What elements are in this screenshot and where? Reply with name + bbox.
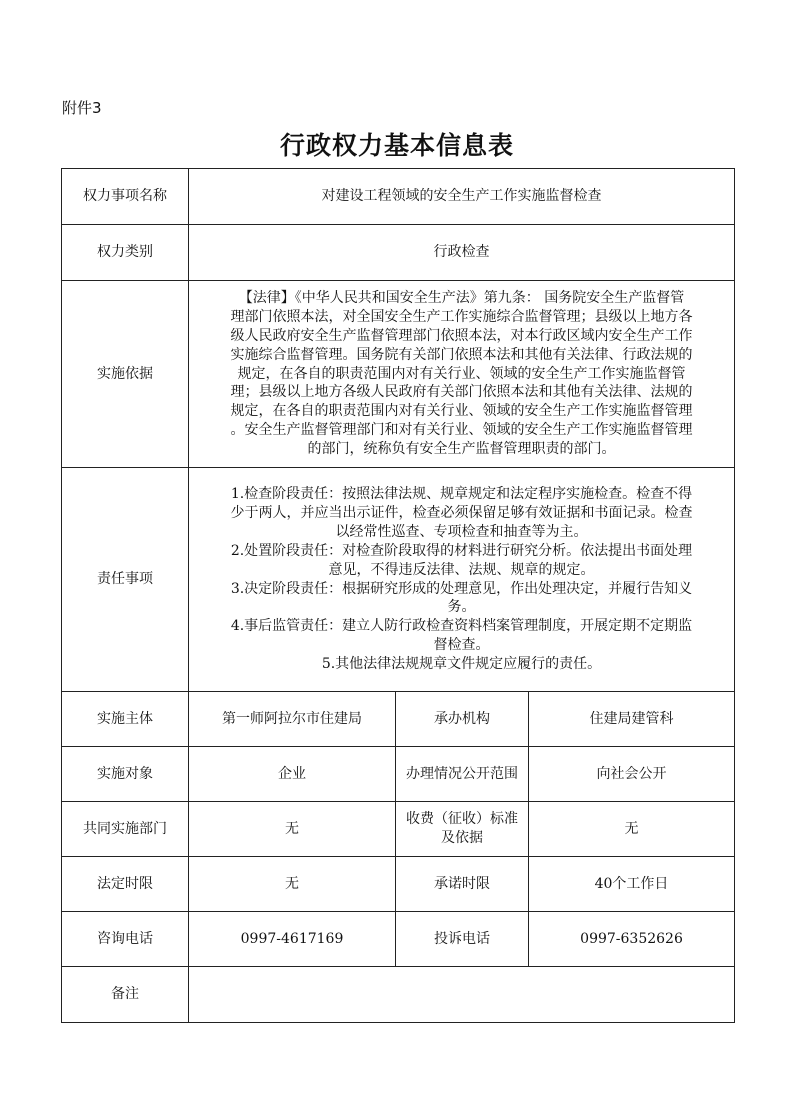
responsibility-line: 3.决定阶段责任：根据研究形成的处理意见，作出处理决定，并履行告知义 (230, 580, 693, 597)
disclosure-scope-value: 向社会公开 (529, 747, 735, 802)
fee-standard-value: 无 (529, 802, 735, 857)
responsibility-line: 1.检查阶段责任：按照法律法规、规章规定和法定程序实施检查。检查不得 (230, 486, 693, 503)
responsibility-line: 2.处置阶段责任：对检查阶段取得的材料进行研究分析。依法提出书面处理 (230, 542, 693, 559)
promised-timelimit-value: 40个工作日 (529, 857, 735, 912)
remark-label: 备注 (62, 967, 189, 1023)
basis-line: 规定，在各自的职责范围内对有关行业、领域的安全生产工作实施监督管 (237, 365, 686, 382)
remark-value (189, 967, 735, 1023)
legal-timelimit-value: 无 (189, 857, 396, 912)
promised-timelimit-label: 承诺时限 (396, 857, 529, 912)
page-title: 行政权力基本信息表 (279, 131, 514, 160)
power-category-value: 行政检查 (189, 225, 735, 281)
basis-line: 理部门依照本法，对全国安全生产工作实施综合监督管理；县级以上地方各 (230, 308, 693, 325)
responsibility-line: 以经常性巡查、专项检查和抽查等为主。 (335, 523, 588, 540)
subject-value: 第一师阿拉尔市住建局 (189, 692, 396, 747)
row-phone (62, 912, 735, 967)
row-power-category (62, 225, 735, 281)
handling-org-value: 住建局建管科 (529, 692, 735, 747)
responsibility-line: 少于两人，并应当出示证件，检查必须保留足够有效证据和书面记录。检查 (230, 504, 693, 521)
row-power-name (62, 169, 735, 225)
row-responsibility (62, 468, 735, 692)
joint-dept-value: 无 (189, 802, 396, 857)
basis-line: 实施综合监督管理。国务院有关部门依照本法和其他有关法律、行政法规的 (230, 346, 693, 363)
legal-timelimit-label: 法定时限 (62, 857, 189, 912)
basis-line: 理；县级以上地方各级人民政府有关部门依照本法和其他有关法律、法规的 (230, 384, 693, 401)
disclosure-scope-label: 办理情况公开范围 (396, 747, 529, 802)
row-subject (62, 692, 735, 747)
complaint-phone-value: 0997-6352626 (529, 912, 735, 967)
basis-line: 。安全生产监督管理部门和对有关行业、领域的安全生产工作实施监督管理 (230, 422, 693, 439)
basis-line: 规定，在各自的职责范围内对有关行业、领域的安全生产工作实施监督管理 (230, 403, 693, 420)
row-timelimit (62, 857, 735, 912)
responsibility-line: 5.其他法律法规规章文件规定应履行的责任。 (321, 656, 602, 673)
info-table (61, 168, 735, 1023)
responsibility-line: 督检查。 (433, 637, 490, 654)
basis-line: 【法律】《中华人民共和国安全生产法》第九条： 国务院安全生产监督管 (238, 289, 685, 306)
row-basis (62, 281, 735, 468)
power-category-label: 权力类别 (62, 225, 189, 281)
basis-text (189, 281, 735, 468)
row-joint (62, 802, 735, 857)
handling-org-label: 承办机构 (396, 692, 529, 747)
responsibility-line: 务。 (447, 599, 476, 616)
target-label: 实施对象 (62, 747, 189, 802)
subject-label: 实施主体 (62, 692, 189, 747)
basis-line: 的部门，统称负有安全生产监督管理职责的部门。 (307, 441, 616, 458)
target-value: 企业 (189, 747, 396, 802)
responsibility-line: 4.事后监管责任：建立人防行政检查资料档案管理制度，开展定期不定期监 (230, 618, 693, 635)
fee-standard-label: 收费（征收）标准及依据 (396, 802, 529, 857)
attachment-label: 附件3 (62, 99, 102, 117)
power-name-label: 权力事项名称 (62, 169, 189, 225)
row-target (62, 747, 735, 802)
consult-phone-value: 0997-4617169 (189, 912, 396, 967)
consult-phone-label: 咨询电话 (62, 912, 189, 967)
complaint-phone-label: 投诉电话 (396, 912, 529, 967)
responsibility-text (189, 468, 735, 692)
basis-label: 实施依据 (62, 281, 189, 468)
joint-dept-label: 共同实施部门 (62, 802, 189, 857)
responsibility-line: 意见，不得违反法律、法规、规章的规定。 (328, 561, 595, 578)
responsibility-label: 责任事项 (62, 468, 189, 692)
basis-line: 级人民政府安全生产监督管理部门依照本法，对本行政区域内安全生产工作 (230, 327, 693, 344)
power-name-value: 对建设工程领域的安全生产工作实施监督检查 (189, 169, 735, 225)
row-remark (62, 967, 735, 1023)
